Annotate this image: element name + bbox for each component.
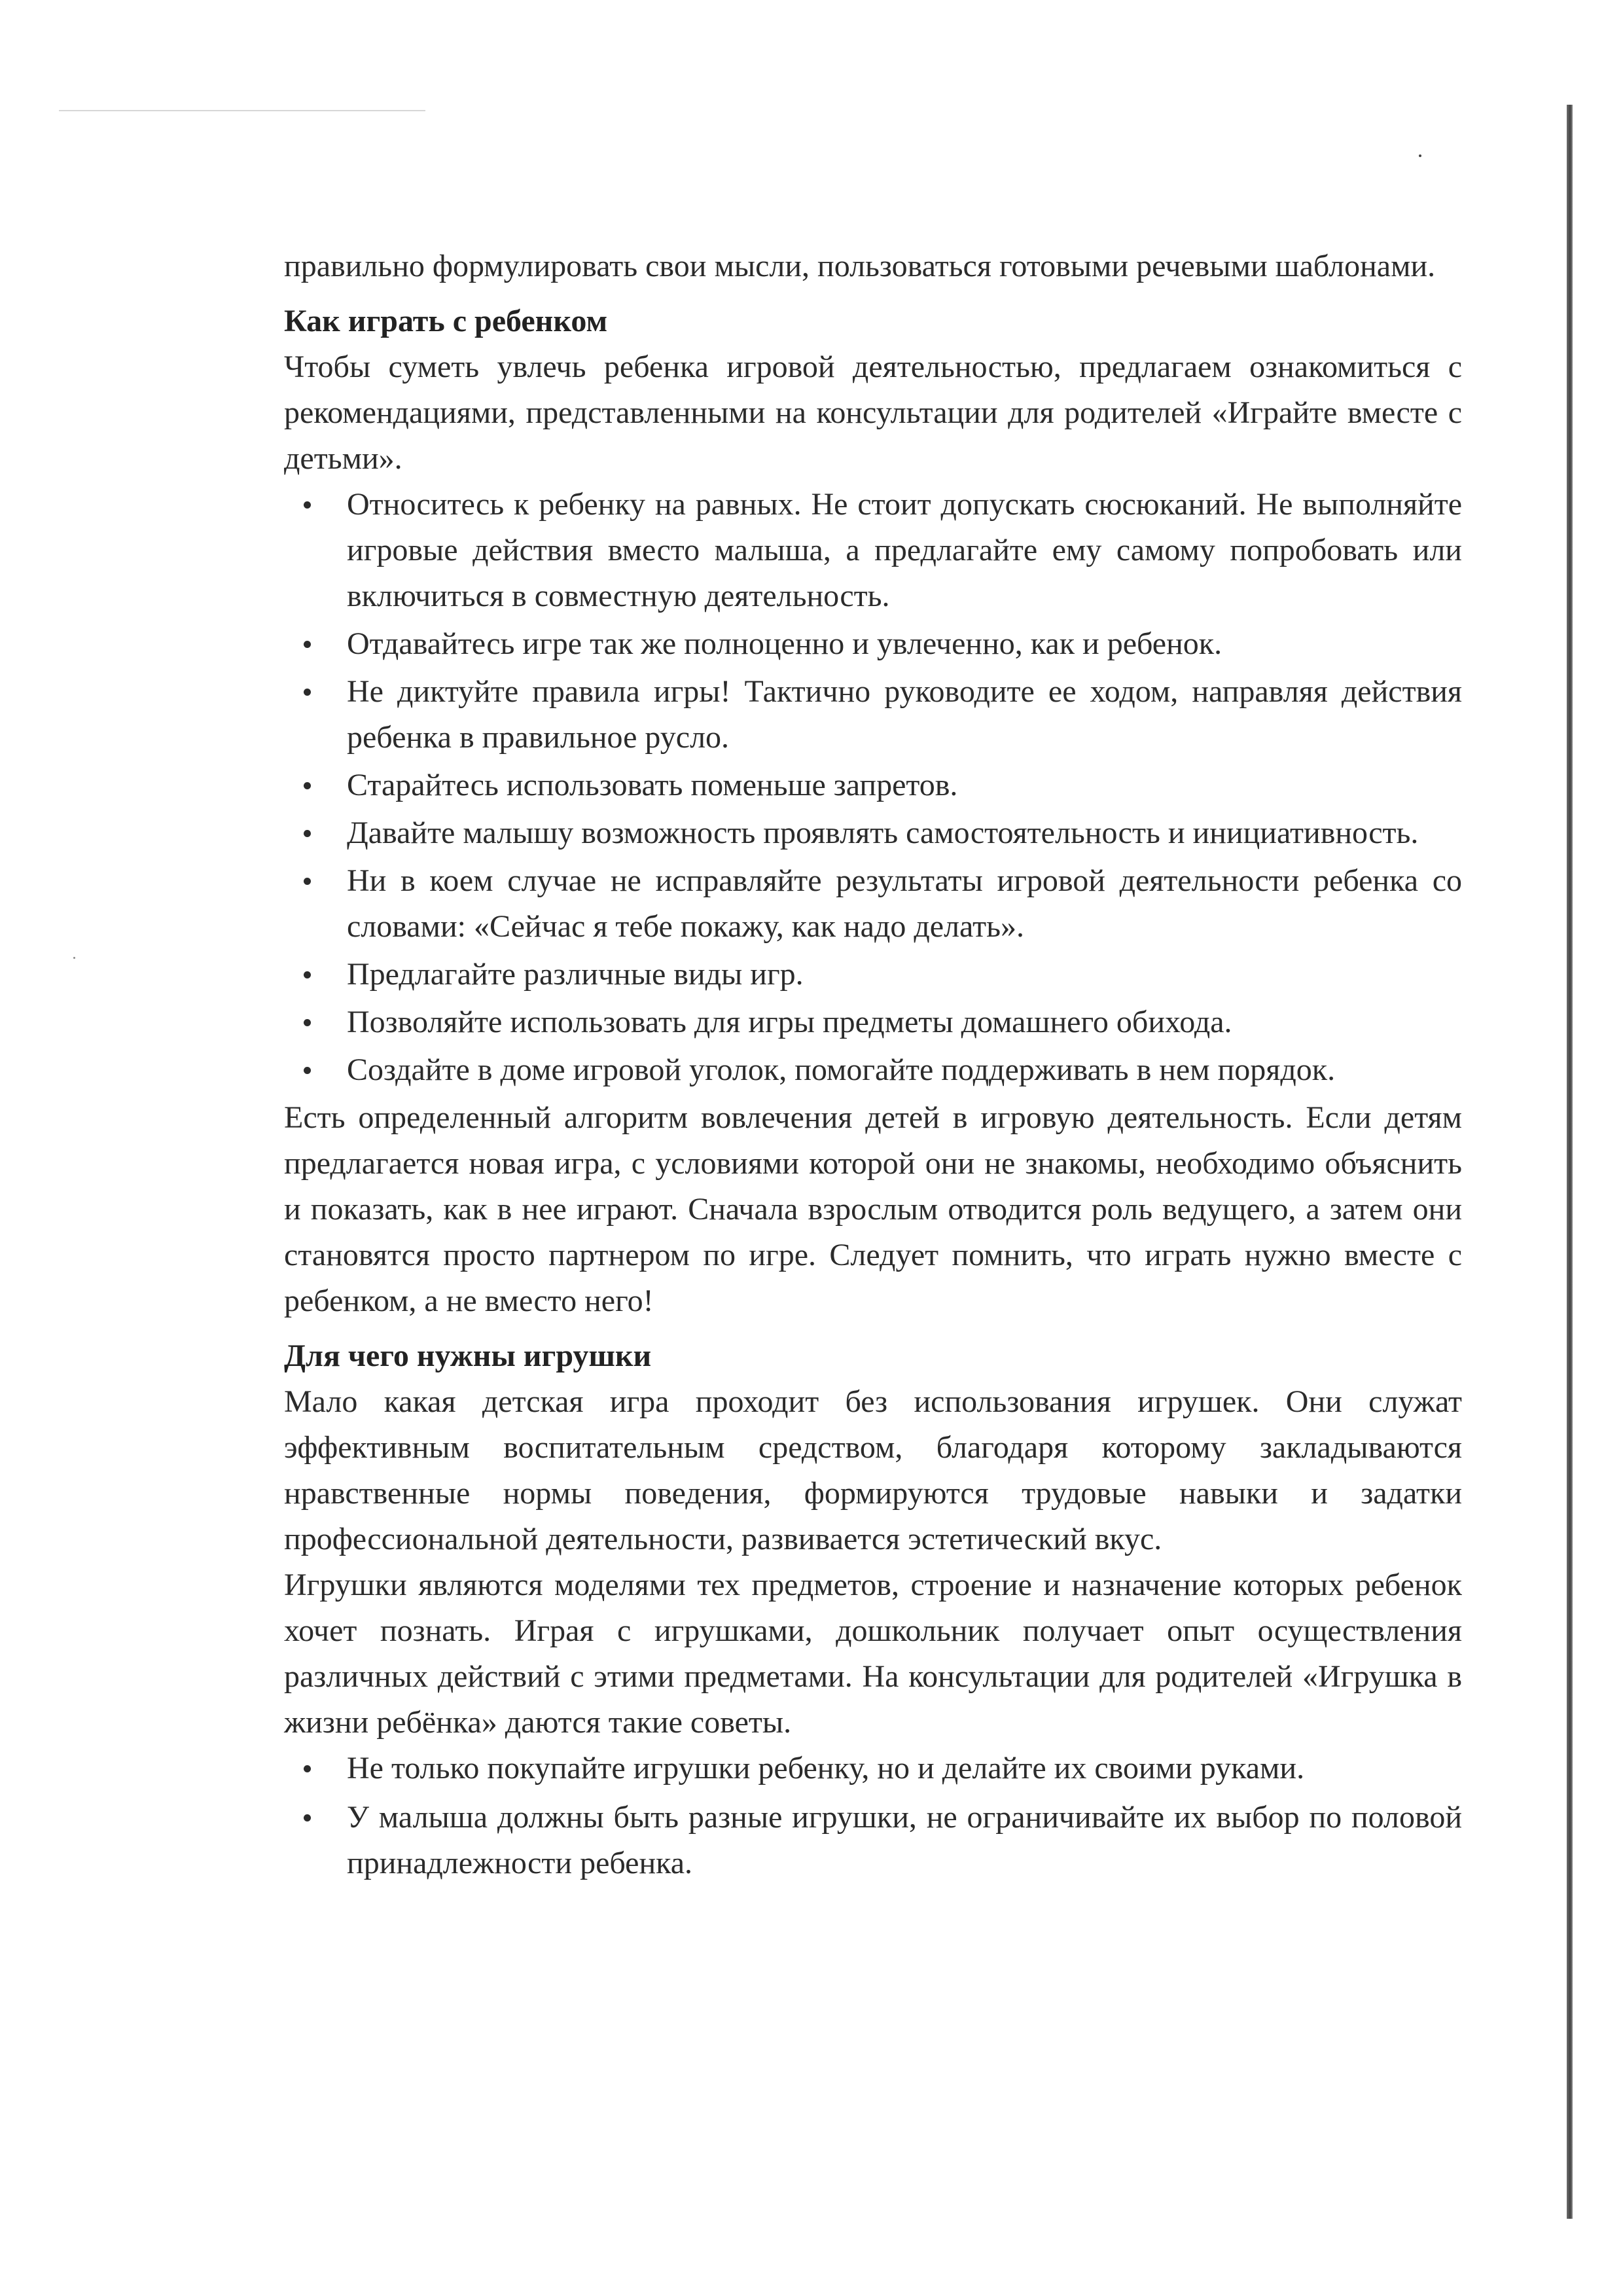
list-item: Старайтесь использовать поменьше запретов. [284,762,1462,808]
bullet-icon [304,971,311,978]
list-item: Отдавайтесь игре так же полноценно и увлеченно, как и ребенок. [284,621,1462,667]
list-item: Предлагайте различные виды игр. [284,952,1462,997]
list-item: Не только покупайте игрушки ребенку, но и делайте их своими руками. [284,1746,1462,1791]
bullet-icon [304,1765,311,1772]
bullet-icon [304,641,311,648]
list-item: У малыша должны быть разные игрушки, не ограничивайте их выбор по половой принадлежности ребенка. [284,1795,1462,1886]
section-heading-how-to-play: Как играть с ребенком [284,304,608,338]
bullet-icon [304,878,311,885]
list-item: Не диктуйте правила игры! Тактично руководите ее ходом, направляя действия ребенка в правильное русло. [284,669,1462,761]
intro-paragraph: правильно формулировать свои мысли, пользоваться готовыми речевыми шаблонами. [284,249,1436,283]
bullet-icon [304,830,311,837]
bullet-icon [304,1019,311,1026]
scan-speck [1419,154,1421,157]
bullet-icon [304,1067,311,1074]
list-item: Создайте в доме игровой уголок, помогайте поддерживать в нем порядок. [284,1047,1462,1093]
section1-closing-paragraph: Есть определенный алгоритм вовлечения детей в игровую деятельность. Если детям предлагается новая игра, с условиями которой они не знакомы, необходимо объяснить и показать, как в нее играют. Сначала взрослым отводится роль ведущего, а затем они становятся просто партнером по игре. Следует помнить, что играть нужно вместе с ребенком, а не вместо него! [284,1100,1462,1318]
bullet-icon [304,782,311,789]
list-item: Ни в коем случае не исправляйте результаты игровой деятельности ребенка со словами: «Сейчас я тебе покажу, как надо делать». [284,858,1462,950]
section2-paragraph-2: Игрушки являются моделями тех предметов, строение и назначение которых ребенок хочет познать. Играя с игрушками, дошкольник получает опыт осуществления различных действий с этими предметами. На консультации для родителей «Игрушка в жизни ребёнка» даются такие советы. [284,1568,1462,1740]
section-heading-toys: Для чего нужны игрушки [284,1338,652,1373]
section2-paragraph-1: Мало какая детская игра проходит без использования игрушек. Они служат эффективным воспитательным средством, благодаря которому закладываются нравственные нормы поведения, формируются трудовые навыки и задатки профессиональной деятельности, развивается эстетический вкус. [284,1384,1462,1556]
list-item: Давайте малышу возможность проявлять самостоятельность и инициативность. [284,810,1462,856]
recommendations-list [284,482,1462,1093]
bullet-icon [304,501,311,509]
list-item: Относитесь к ребенку на равных. Не стоит допускать сюсюканий. Не выполняйте игровые действия вместо малыша, а предлагайте ему самому попробовать или включиться в совместную деятельность. [284,482,1462,619]
bullet-icon [304,1814,311,1821]
document-page [284,243,1462,1890]
scan-edge-top [59,110,425,111]
toy-advice-list [284,1746,1462,1886]
section1-paragraph: Чтобы суметь увлечь ребенка игровой деятельностью, предлагаем ознакомиться с рекомендациями, представленными на консультации для родителей «Играйте вместе с детьми». [284,350,1462,476]
scan-edge-right [1567,105,1573,2219]
scan-speck [73,957,75,959]
list-item: Позволяйте использовать для игры предметы домашнего обихода. [284,999,1462,1045]
bullet-icon [304,689,311,696]
